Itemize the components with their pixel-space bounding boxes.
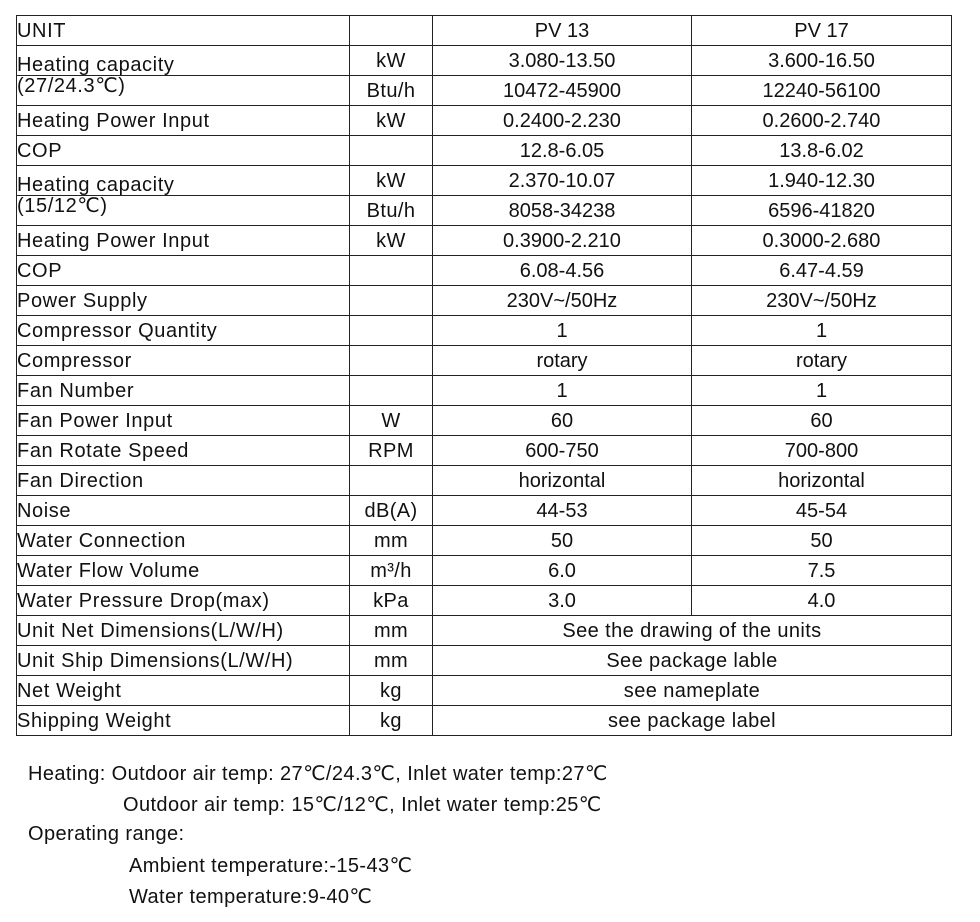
table-row	[17, 196, 952, 226]
table-row	[17, 46, 952, 76]
row-value-pv13: 10472-45900	[433, 76, 692, 106]
header-unit-label: UNIT	[17, 16, 350, 46]
row-value-pv17: 7.5	[692, 556, 952, 586]
table-row	[17, 646, 952, 676]
header-model-pv17: PV 17	[692, 16, 952, 46]
row-value-pv13: 1	[433, 316, 692, 346]
note-water-temperature: Water temperature:9-40℃	[129, 886, 373, 908]
spec-table	[16, 15, 952, 736]
table-row	[17, 166, 952, 196]
row-value-pv13: 60	[433, 406, 692, 436]
row-name: Heating Power Input	[17, 226, 350, 256]
row-unit	[350, 136, 433, 166]
row-name: Water Connection	[17, 526, 350, 556]
row-name: Net Weight	[17, 676, 350, 706]
row-value-pv13: 6.08-4.56	[433, 256, 692, 286]
row-value-pv17: 13.8-6.02	[692, 136, 952, 166]
row-value-pv17: 0.3000-2.680	[692, 226, 952, 256]
row-name: (27/24.3℃)	[17, 76, 350, 106]
row-value-pv13: 6.0	[433, 556, 692, 586]
row-name: Compressor Quantity	[17, 316, 350, 346]
table-row	[17, 316, 952, 346]
table-row	[17, 76, 952, 106]
row-unit: W	[350, 406, 433, 436]
row-unit: Btu/h	[350, 196, 433, 226]
row-value-pv13: 3.080-13.50	[433, 46, 692, 76]
table-row	[17, 136, 952, 166]
note-operating-range-heading: Operating range:	[28, 823, 185, 845]
row-value-pv17: 700-800	[692, 436, 952, 466]
table-header-row	[17, 16, 952, 46]
row-unit: Btu/h	[350, 76, 433, 106]
table-row	[17, 616, 952, 646]
row-value-pv17: 1.940-12.30	[692, 166, 952, 196]
row-value-pv13: horizontal	[433, 466, 692, 496]
row-name: Heating capacity	[17, 166, 350, 196]
header-unit-blank	[350, 16, 433, 46]
row-value-pv13: 3.0	[433, 586, 692, 616]
row-value-pv13: 230V~/50Hz	[433, 286, 692, 316]
table-row	[17, 226, 952, 256]
table-row	[17, 556, 952, 586]
row-unit	[350, 286, 433, 316]
row-name: (15/12℃)	[17, 196, 350, 226]
row-value-pv17: 12240-56100	[692, 76, 952, 106]
note-heating-condition-1: Heating: Outdoor air temp: 27℃/24.3℃, Inlet water temp:27℃	[28, 763, 608, 785]
header-model-pv13: PV 13	[433, 16, 692, 46]
row-unit: kW	[350, 46, 433, 76]
row-value-shared: See package lable	[433, 646, 952, 676]
row-value-pv17: 4.0	[692, 586, 952, 616]
row-value-pv17: 3.600-16.50	[692, 46, 952, 76]
row-value-pv17: 6596-41820	[692, 196, 952, 226]
row-value-pv13: 0.2400-2.230	[433, 106, 692, 136]
row-name: Unit Net Dimensions(L/W/H)	[17, 616, 350, 646]
table-row	[17, 436, 952, 466]
row-unit: m³/h	[350, 556, 433, 586]
row-name: Fan Rotate Speed	[17, 436, 350, 466]
row-value-shared: See the drawing of the units	[433, 616, 952, 646]
row-value-pv13: 50	[433, 526, 692, 556]
row-value-pv13: 2.370-10.07	[433, 166, 692, 196]
row-unit	[350, 256, 433, 286]
row-value-pv17: 1	[692, 316, 952, 346]
table-row	[17, 676, 952, 706]
row-name: Heating Power Input	[17, 106, 350, 136]
row-name: Fan Direction	[17, 466, 350, 496]
note-heating-condition-2: Outdoor air temp: 15℃/12℃, Inlet water temp:25℃	[123, 794, 602, 816]
row-unit	[350, 316, 433, 346]
row-value-shared: see nameplate	[433, 676, 952, 706]
row-unit: mm	[350, 646, 433, 676]
row-name: Water Pressure Drop(max)	[17, 586, 350, 616]
row-value-pv13: 12.8-6.05	[433, 136, 692, 166]
row-name: Fan Power Input	[17, 406, 350, 436]
row-unit	[350, 466, 433, 496]
row-value-pv13: 8058-34238	[433, 196, 692, 226]
row-value-pv17: 60	[692, 406, 952, 436]
table-row	[17, 256, 952, 286]
row-unit	[350, 376, 433, 406]
row-unit: kW	[350, 106, 433, 136]
table-row	[17, 526, 952, 556]
row-value-pv17: rotary	[692, 346, 952, 376]
row-unit: mm	[350, 526, 433, 556]
table-row	[17, 466, 952, 496]
row-value-pv17: 0.2600-2.740	[692, 106, 952, 136]
note-ambient-temperature: Ambient temperature:-15-43℃	[129, 855, 413, 877]
table-row	[17, 346, 952, 376]
table-row	[17, 106, 952, 136]
table-row	[17, 376, 952, 406]
row-name: COP	[17, 256, 350, 286]
row-name: COP	[17, 136, 350, 166]
table-row	[17, 496, 952, 526]
row-value-pv13: 600-750	[433, 436, 692, 466]
row-name: Water Flow Volume	[17, 556, 350, 586]
row-value-pv17: 1	[692, 376, 952, 406]
row-name: Noise	[17, 496, 350, 526]
row-value-pv17: 6.47-4.59	[692, 256, 952, 286]
row-unit	[350, 346, 433, 376]
row-unit: kW	[350, 226, 433, 256]
row-unit: kPa	[350, 586, 433, 616]
row-value-pv17: 230V~/50Hz	[692, 286, 952, 316]
table-row	[17, 586, 952, 616]
row-value-pv13: 1	[433, 376, 692, 406]
row-value-pv13: rotary	[433, 346, 692, 376]
row-name: Fan Number	[17, 376, 350, 406]
row-value-pv17: 50	[692, 526, 952, 556]
row-value-shared: see package label	[433, 706, 952, 736]
row-unit: kW	[350, 166, 433, 196]
row-unit: dB(A)	[350, 496, 433, 526]
table-row	[17, 706, 952, 736]
row-name: Power Supply	[17, 286, 350, 316]
row-unit: kg	[350, 676, 433, 706]
row-name: Heating capacity	[17, 46, 350, 76]
row-value-pv17: horizontal	[692, 466, 952, 496]
row-name: Compressor	[17, 346, 350, 376]
row-unit: kg	[350, 706, 433, 736]
row-value-pv13: 0.3900-2.210	[433, 226, 692, 256]
row-value-pv13: 44-53	[433, 496, 692, 526]
row-unit: mm	[350, 616, 433, 646]
row-name: Unit Ship Dimensions(L/W/H)	[17, 646, 350, 676]
row-name: Shipping Weight	[17, 706, 350, 736]
table-row	[17, 286, 952, 316]
row-value-pv17: 45-54	[692, 496, 952, 526]
table-row	[17, 406, 952, 436]
row-unit: RPM	[350, 436, 433, 466]
